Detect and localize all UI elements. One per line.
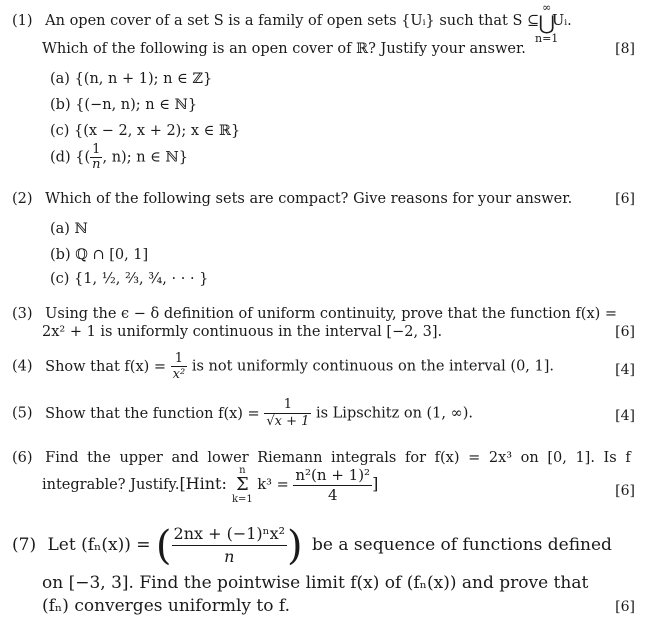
q5-marks: [4] xyxy=(615,408,635,424)
q1-line1: (1) An open cover of a set S is a family of open sets {Uᵢ} such that S ⊆ xyxy=(12,13,540,29)
q2-line: (2) Which of the following sets are compact? Give reasons for your answer. xyxy=(12,191,573,207)
q1-union-term: Uᵢ. xyxy=(552,13,572,29)
q1-option-d: (d) {( $\frac{1}{n}$ , n); n ∈ ℕ} xyxy=(50,142,188,172)
q3-line2: 2x² + 1 is uniformly continuous in the interval [−2, 3]. xyxy=(42,324,443,340)
q5-line: (5) Show that the function f(x) = $\frac{1}{√x + 1}$ is Lipschitz on (1, ∞). xyxy=(12,397,473,429)
q1-option-c: (c) {(x − 2, x + 2); x ∈ ℝ} xyxy=(50,123,241,139)
q7-line1: (7) Let (fₙ(x)) = ( $\frac{\text{2nx + (−1)ⁿx²}}{n}$ ) be a sequence of functions defined xyxy=(12,522,612,569)
q1-option-a: (a) {(n, n + 1); n ∈ ℤ} xyxy=(50,71,213,87)
q4-marks: [4] xyxy=(615,362,635,378)
q3-marks: [6] xyxy=(615,324,635,340)
q6-marks: [6] xyxy=(615,483,635,499)
q1-option-b: (b) {(−n, n); n ∈ ℕ} xyxy=(50,97,198,113)
union-symbol: ∞ ⋃ n=1 xyxy=(535,1,559,45)
q7-line3: (fₙ) converges uniformly to f. xyxy=(42,596,290,616)
q2-option-b: (b) ℚ ∩ [0, 1] xyxy=(50,247,149,263)
q4-line: (4) Show that f(x) = $\frac{1}{\text{x²}}$ is not uniformly continuous on the interval (0, 1]. xyxy=(12,351,555,382)
q7-marks: [6] xyxy=(615,599,635,615)
q2-option-a: (a) ℕ xyxy=(50,221,88,237)
q2-option-c: (c) {1, ½, ⅔, ¾, · · · } xyxy=(50,271,209,287)
q1-line2: Which of the following is an open cover of ℝ? Justify your answer. xyxy=(42,41,526,57)
q2-marks: [6] xyxy=(615,191,635,207)
q7-line2: on [−3, 3]. Find the pointwise limit f(x) of (fₙ(x)) and prove that xyxy=(42,573,589,593)
q6-line1: (6) Find the upper and lower Riemann integrals for f(x) = 2x³ on [0, 1]. Is f xyxy=(12,450,631,466)
q1-marks: [8] xyxy=(615,41,635,57)
q6-line2: integrable? Justify.[Hint: n Σ k=1 k³ = $\frac{\text{n²(n + 1)²}}{4}$ ] xyxy=(42,465,379,505)
q3-line1: (3) Using the ϵ − δ definition of uniform continuity, prove that the function f(x) = xyxy=(12,306,618,322)
